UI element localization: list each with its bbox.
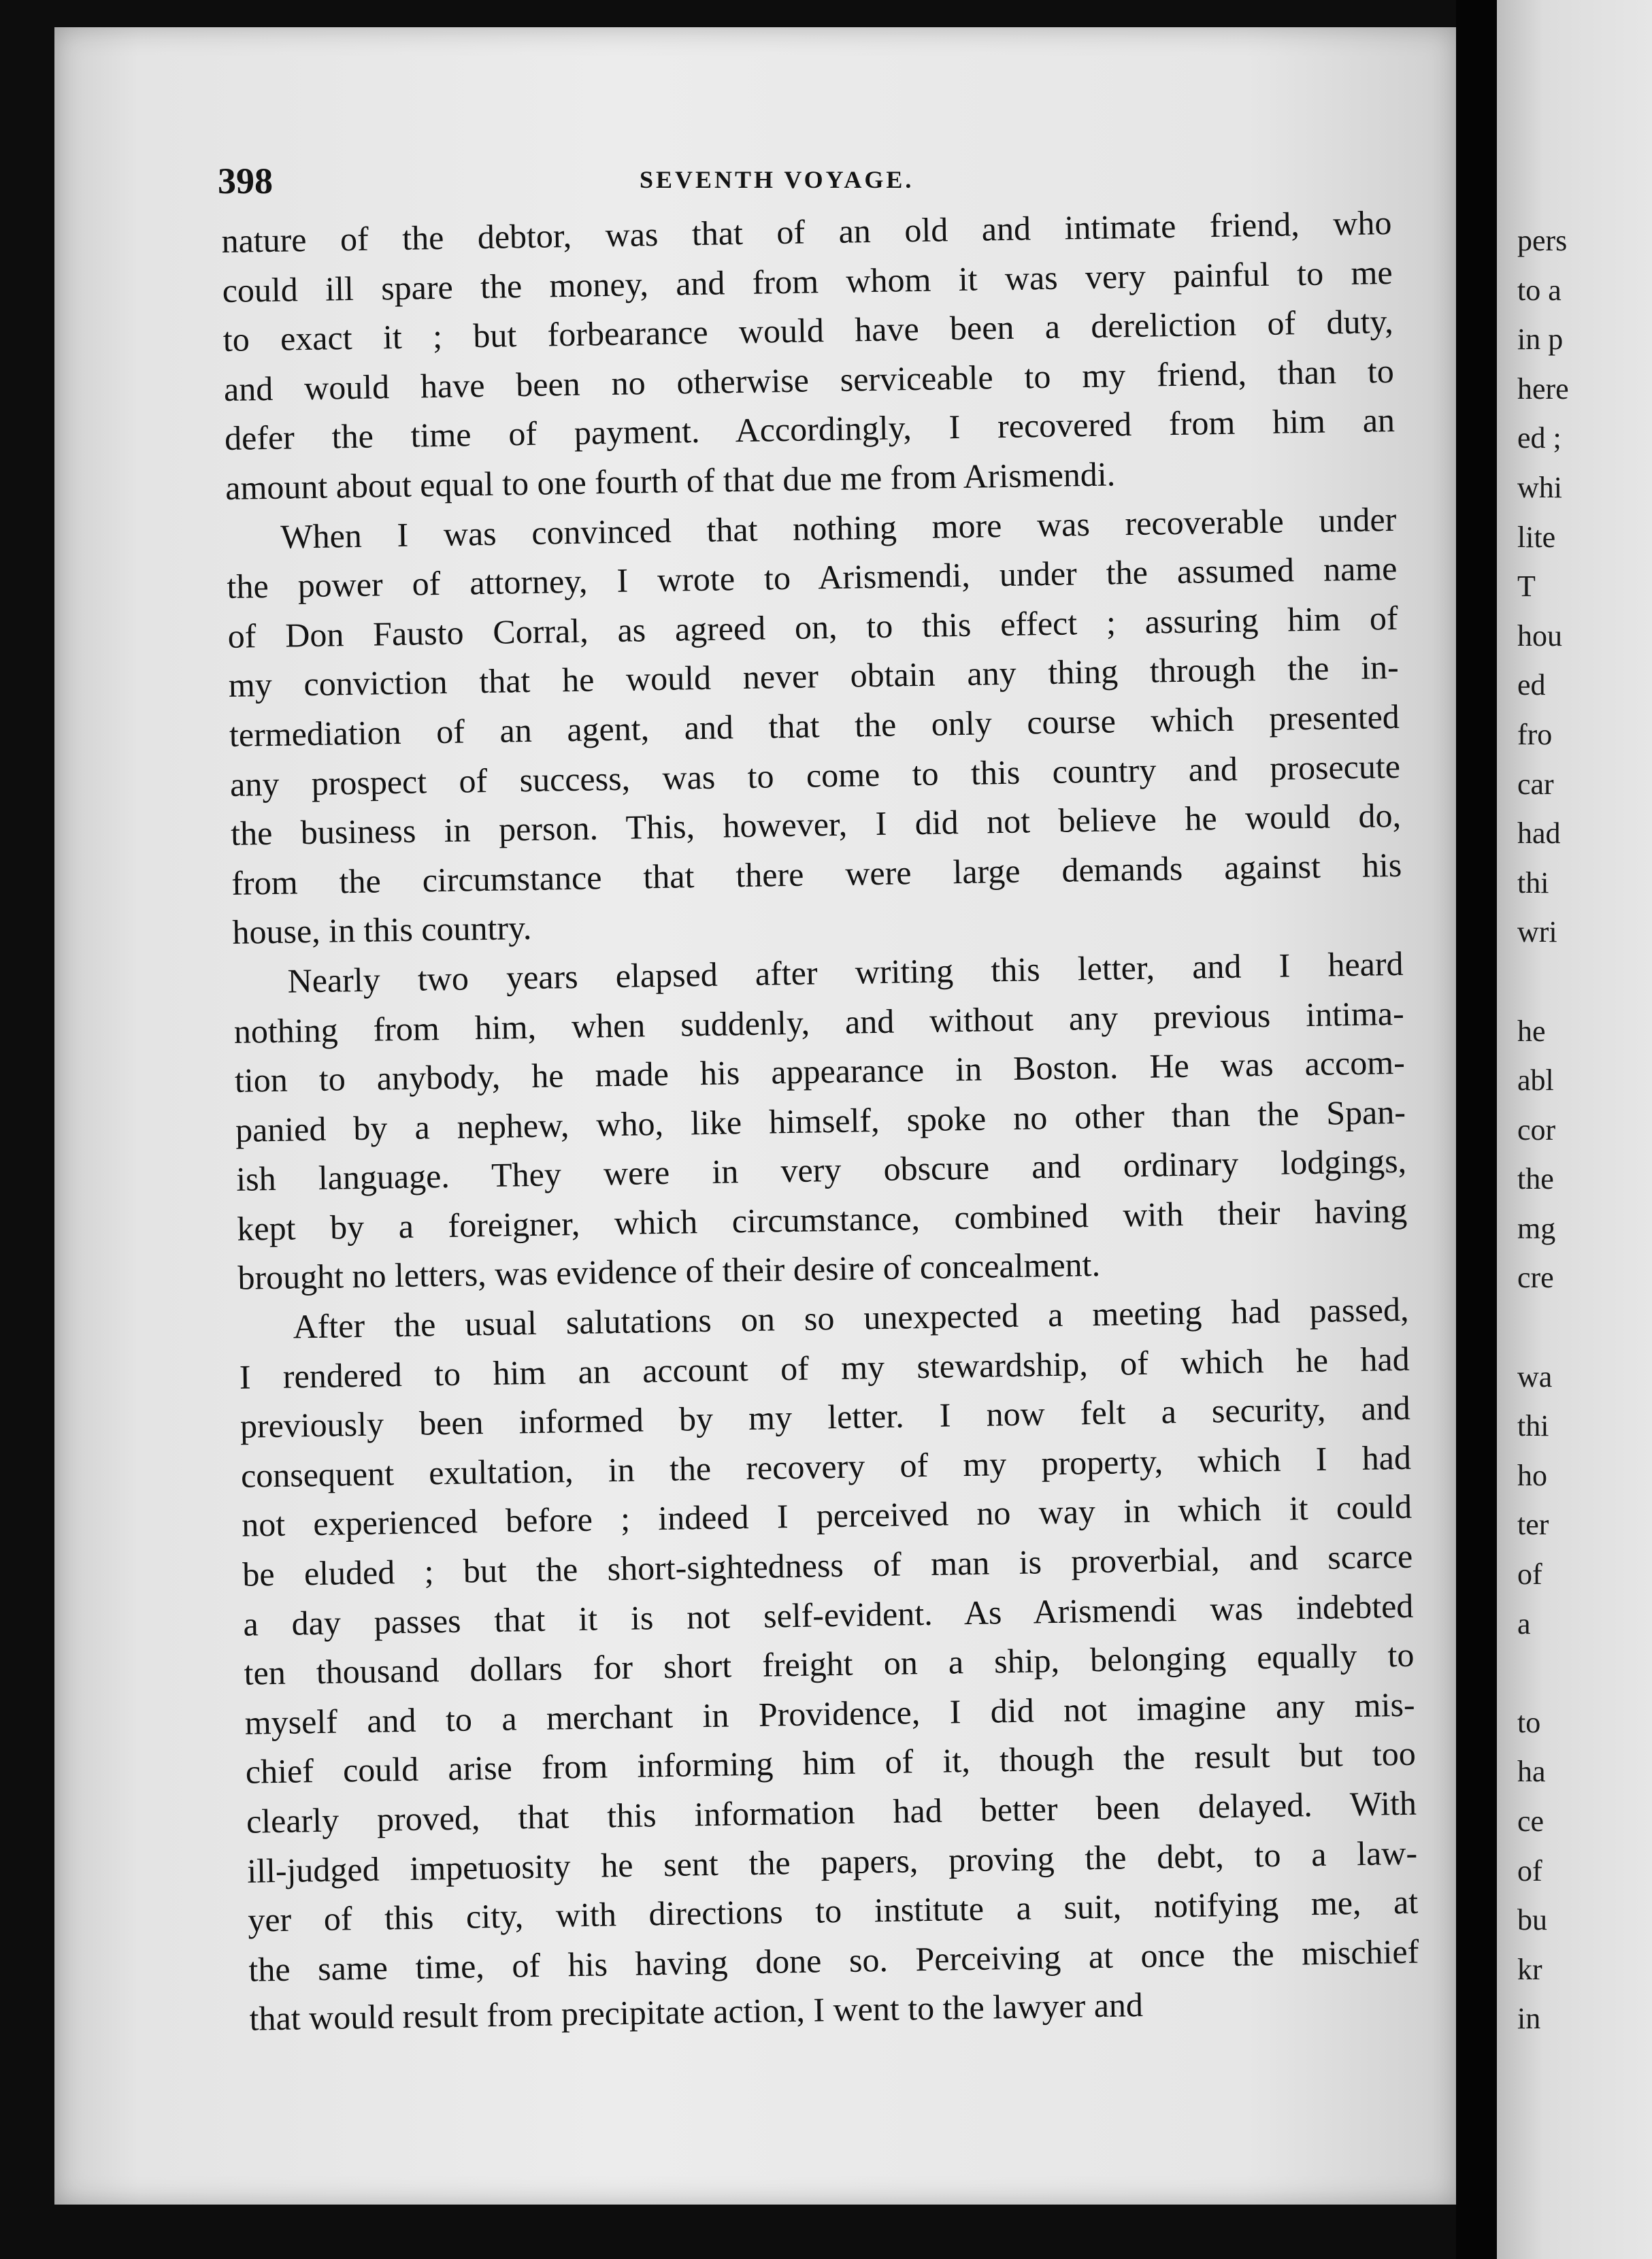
text-line: clearly proved, that this information had better been delayed. With [246,1783,1417,1841]
text-line: Nearly two years elapsed after writing this letter, and I heard [287,944,1404,1000]
facing-page-fragment [1517,1649,1652,1698]
text-line: ish language. They were in very obscure and ordinary lodgings, [235,1142,1407,1199]
text-line: nothing from him, when suddenly, and without any previous intima- [233,993,1405,1051]
text-line: of Don Fausto Corral, as agreed on, to this effect ; assuring him of [227,598,1398,655]
facing-page-fragment [1517,1303,1652,1353]
text-line: the business in person. This, however, I did not believe he would do, [230,796,1402,853]
text-line: from the circumstance that there were large demands against his [231,845,1402,902]
facing-page-fragment: T [1517,570,1536,604]
text-line: any prospect of success, was to come to this country and prosecute [229,746,1401,804]
facing-page-fragment: to a [1517,273,1562,307]
facing-page-fragment: of [1517,1557,1542,1592]
facing-page-fragment: kr [1517,1952,1542,1986]
text-line: could ill spare the money, and from whom it was very painful to me [222,252,1393,310]
text-line: amount about equal to one fourth of that due me from Arismendi. [225,455,1116,507]
text-line: my conviction that he would never obtain any thing through the in- [228,648,1400,705]
text-line: the same time, of his having done so. Perceiving at once the mischief [248,1932,1419,1989]
facing-page-fragment: whi [1517,470,1562,504]
facing-page-fragment [1517,957,1652,1007]
facing-page-fragment: ho [1517,1458,1547,1492]
text-line: that would result from precipitate action, I went to the lawyer and [249,1985,1144,2039]
facing-page-fragment: lite [1517,520,1556,554]
facing-page-fragment: thi [1517,865,1549,900]
book-gutter [1456,0,1497,2259]
text-line: house, in this country. [232,908,532,952]
text-line: previously been informed by my letter. I now felt a security, and [239,1389,1411,1446]
text-line: ten thousand dollars for short freight on a ship, belonging equally to [244,1635,1415,1692]
text-line: nature of the debtor, was that of an old and intimate friend, who [221,203,1392,260]
text-line: defer the time of payment. Accordingly, I recovered from him an [224,401,1395,458]
facing-page-fragment: ed [1517,668,1546,702]
text-line: brought no letters, was evidence of their desire of concealment. [237,1245,1101,1298]
facing-page-fragments [1517,216,1652,2044]
facing-page-fragment: wri [1517,915,1557,949]
facing-page-fragment: wa [1517,1359,1553,1394]
facing-page-fragment: pers [1517,224,1568,257]
text-line: to exact it ; but forbearance would have been a dereliction of duty, [222,302,1394,359]
text-line: kept by a foreigner, which circumstance, combined with their having [236,1191,1408,1248]
facing-page-fragment: in [1517,2002,1541,2036]
right-page-edge [1497,0,1652,2259]
facing-page-fragment: cre [1517,1261,1554,1295]
facing-page-fragment: ha [1517,1755,1546,1789]
text-line: termediation of an agent, and that the only course which presented [229,697,1400,754]
facing-page-fragment: ce [1517,1804,1544,1838]
text-line: be eluded ; but the short-sightedness of man is proverbial, and scarce [242,1536,1413,1594]
facing-page-fragment: fro [1517,717,1553,751]
page-number: 398 [218,161,273,201]
text-line: yer of this city, with directions to institute a suit, notifying me, at [247,1882,1419,1939]
text-line: and would have been no otherwise serviceable to my friend, than to [223,351,1395,408]
text-line: ill-judged impetuosity he sent the papers, proving the debt, to a law- [246,1833,1418,1890]
text-line: chief could arise from informing him of it, though the result but too [245,1734,1417,1792]
facing-page-fragment: to [1517,1705,1541,1739]
text-line: I rendered to him an account of my stewardship, of which he had [239,1339,1410,1396]
running-head: SEVENTH VOYAGE. [640,166,914,193]
facing-page-fragment: a [1517,1606,1531,1640]
text-line: the power of attorney, I wrote to Arismendi, under the assumed name [227,549,1398,606]
facing-page-fragment: the [1517,1162,1554,1196]
text-line: not experienced before ; indeed I perceived no way in which it could [241,1487,1413,1545]
facing-page-fragment: abl [1517,1063,1554,1098]
text-line: tion to anybody, he made his appearance in Boston. He was accom- [234,1042,1406,1100]
text-line: consequent exultation, in the recovery of my property, which I had [240,1438,1412,1495]
facing-page-fragment: cor [1517,1112,1556,1147]
facing-page-fragment: mg [1517,1211,1556,1245]
body-text [221,198,1420,2044]
facing-page-fragment: he [1517,1014,1546,1048]
text-line: When I was convinced that nothing more was recoverable under [280,499,1397,556]
facing-page-fragment: car [1517,767,1554,801]
text-line: a day passes that it is not self-evident. As Arismendi was indebted [243,1586,1414,1643]
facing-page-fragment: of [1517,1853,1542,1887]
facing-page-fragment: ter [1517,1508,1549,1542]
facing-page-fragment: hou [1517,619,1562,653]
facing-page-fragment: in p [1517,323,1564,357]
text-line: panied by a nephew, who, like himself, spoke no other than the Span- [235,1092,1406,1149]
facing-page-fragment: ed ; [1517,421,1562,455]
facing-page-fragment: here [1517,372,1569,406]
facing-page-fragment: thi [1517,1409,1549,1443]
facing-page-fragment: had [1517,817,1561,851]
text-line: myself and to a merchant in Providence, I did not imagine any mis- [244,1685,1416,1742]
facing-page-fragment: bu [1517,1903,1547,1937]
text-line: After the usual salutations on so unexpected a meeting had passed, [293,1289,1409,1346]
